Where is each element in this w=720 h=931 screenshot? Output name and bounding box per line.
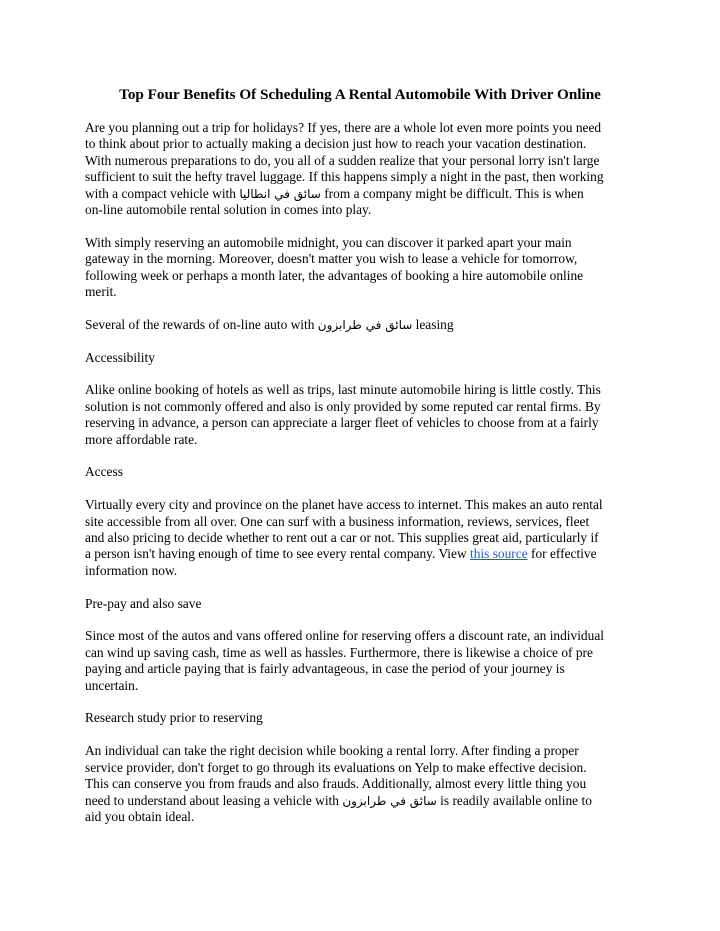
text-line: site accessible from all over. One can surf with a business information, reviews, services, fleet [85,513,590,529]
text-line: Alike online booking of hotels as well as trips, last minute automobile hiring is little costly. This [85,382,601,398]
text-line: An individual can take the right decision while booking a rental lorry. After finding a proper [85,743,579,759]
arabic-phrase: سائق في طرابزون [317,317,413,332]
text-line: reserving in advance, a person can appreciate a larger fleet of vehicles to choose from at a fairly [85,415,599,431]
document-title: Top Four Benefits Of Scheduling A Rental Automobile With Driver Online [119,86,601,103]
text-fragment: Several of the rewards of on-line auto with [85,316,318,332]
text-fragment: from a company might be difficult. This is when [320,185,584,201]
arabic-phrase: سائق في انطاليا [239,186,321,201]
text-line: paying and article paying that is fairly advantageous, in case the period of your journey is [85,661,565,677]
text-fragment: with a compact vehicle with [85,185,240,201]
text-line: more affordable rate. [85,431,198,447]
text-line: on-line automobile rental solution in comes into play. [85,202,372,218]
document-body [85,120,645,842]
text-line [85,186,645,202]
text-line: solution is not commonly offered and also is only provided by some reputed car rental firms. By [85,398,601,414]
text-line: Since most of the autos and vans offered online for reserving offers a discount rate, an individual [85,628,604,644]
paragraph-research [85,743,645,825]
heading-prepay: Pre-pay and also save [85,595,202,611]
text-line: aid you obtain ideal. [85,808,195,824]
text-line: Virtually every city and province on the planet have access to internet. This makes an auto rental [85,497,603,513]
paragraph-prepay [85,628,645,694]
paragraph-access [85,497,645,579]
paragraph-reserving [85,235,645,301]
text-fragment: leasing [412,316,454,332]
text-fragment: is readily available online to [436,792,592,808]
text-line: gateway in the morning. Moreover, doesn't matter you wish to lease a vehicle for tomorrow, [85,251,578,267]
heading-access: Access [85,464,123,480]
text-fragment: need to understand about leasing a vehicle with [85,792,343,808]
text-line: This can conserve you from frauds and also frauds. Additionally, almost every little thing you [85,776,587,792]
text-line: service provider, don't forget to go through its evaluations on Yelp to make effective decision. [85,759,587,775]
heading-accessibility: Accessibility [85,349,155,365]
arabic-phrase: سائق في طرابزون [342,793,437,808]
text-line: With simply reserving an automobile midnight, you can discover it parked apart your main [85,234,572,250]
text-line: With numerous preparations to do, you all of a sudden realize that your personal lorry isn't large [85,152,600,168]
paragraph-rewards [85,317,645,333]
text-line: following week or perhaps a month later, the advantages of booking a hire automobile online [85,267,584,283]
text-line [85,793,645,809]
paragraph-intro [85,120,645,218]
heading-research: Research study prior to reserving [85,710,263,726]
text-line: Are you planning out a trip for holidays? If yes, there are a whole lot even more points you need [85,120,602,135]
text-line: sufficient to suit the hefty travel luggage. If this happens simply a night in the past, then working [85,169,604,185]
text-line: to think about prior to actually making a decision just how to reach your vacation destination. [85,136,587,152]
this-source-link[interactable]: this source [470,546,528,562]
text-line [85,546,645,562]
text-line: can wind up saving cash, time as well as hassles. Furthermore, there is likewise a choice of pre [85,644,593,660]
paragraph-accessibility [85,382,645,448]
text-line: merit. [85,284,117,300]
text-fragment: for effective [527,546,597,562]
text-fragment: a person isn't having enough of time to see every rental company. View [85,546,470,562]
text-line: information now. [85,562,178,578]
text-line: uncertain. [85,677,139,693]
text-line: and also pricing to decide whether to rent out a car or not. This supplies great aid, particularly if [85,530,599,546]
text-line [85,317,645,333]
